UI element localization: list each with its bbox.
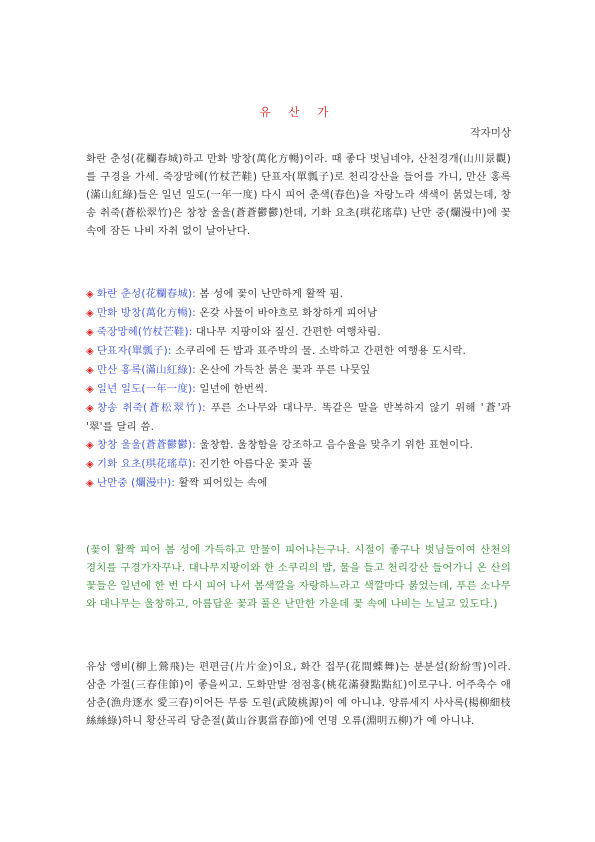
note-description: 대나무 지팡이와 짚신. 간편한 여행차림. [192, 326, 381, 338]
note-description: 일년에 한번씩. [195, 383, 268, 395]
note-description: 온갖 사물이 바야흐로 화창하게 피어남 [195, 307, 378, 319]
note-term: 난만중 (爛漫中): [96, 477, 176, 489]
note-description: 봄 성에 꽃이 난만하게 활짝 핌. [195, 288, 344, 300]
note-term: 죽장망혜(竹杖芒鞋): [96, 326, 193, 338]
note-description: 온산에 가득찬 붉은 꽃과 푸른 나뭇잎 [195, 364, 371, 376]
note-term: 일년 일도(一年一度): [96, 383, 196, 395]
note-item [86, 304, 511, 323]
note-term: 단표자(單瓢子): [96, 345, 172, 357]
author-label: 작자미상 [470, 127, 511, 139]
note-term: 만산 홍록(滿山紅綠): [96, 364, 196, 376]
note-description: 소쿠리에 든 밥과 표주박의 물. 소박하고 간편한 여행용 도시락. [171, 345, 467, 357]
closing-paragraph: 유상 앵비(柳上鶯飛)는 편편금(片片金)이요, 화간 접무(花間蝶舞)는 분분설(紛紛雪)이라. 삼춘 가절(三春佳節)이 좋을씨고. 도화만발 점점홍(桃花滿發點點紅)이로구나. 어주축수 애삼춘(漁舟逐水 愛三春)이어든 무릉 도원(武陵桃源)이 예 아니냐. 양류세지 사사록(楊柳細枝絲絲綠)하니 황산곡리 당춘절(黃山谷裏當春節)에 연명 오류(淵明五柳)가 예 아니냐. [86, 661, 511, 727]
diamond-bullet-icon: ◈ [86, 403, 94, 414]
diamond-bullet-icon: ◈ [86, 327, 94, 338]
translation-paragraph: (꽃이 활짝 피어 봄 성에 가득하고 만물이 피어나는구나. 시절이 좋구나 벗님들이여 산천의 경치를 구경가자꾸나. 대나무지팡이와 한 소쿠리의 밥, 물을 들고 천리강산 들어가니 온 산의 꽃들은 일년에 한 번 다시 피어 나서 봄색깔을 자랑하느라고 색깔마다 붉었는데, 푸른 소나무와 대나무는 울창하고, 아름답운 꽃과 풀은 난만한 가운데 꽃 속에 나비는 노닐고 있도다.) [86, 544, 511, 610]
note-description: 진기한 아름다운 꽃과 풀 [195, 458, 313, 470]
diamond-bullet-icon: ◈ [86, 365, 94, 376]
note-term: 기화 요초(琪花瑤草): [96, 458, 196, 470]
diamond-bullet-icon: ◈ [86, 384, 94, 395]
diamond-bullet-icon: ◈ [86, 308, 94, 319]
note-item [86, 399, 511, 436]
note-term: 만화 방창(萬化方暢): [96, 307, 196, 319]
diamond-bullet-icon: ◈ [86, 289, 94, 300]
note-description: 푸른 소나무와 대나무. 똑같은 말을 반복하지 않기 위해 '蒼'과 '翠'를 달리 씀. [86, 402, 511, 433]
diamond-bullet-icon: ◈ [86, 478, 94, 489]
note-term: 창송 취죽(蒼松翠竹): [96, 402, 206, 414]
note-term: 화란 춘성(花欄春城): [96, 288, 196, 300]
note-item [86, 474, 511, 493]
note-term: 창창 울울(蒼蒼鬱鬱): [96, 439, 196, 451]
note-item [86, 323, 511, 342]
glossary-notes [86, 285, 511, 493]
note-item [86, 342, 511, 361]
note-item [86, 380, 511, 399]
intro-paragraph: 화란 춘성(花欄春城)하고 만화 방창(萬化方暢)이라. 때 좋다 벗님네야, 산천경개(山川景觀)를 구경을 가세. 죽장망혜(竹杖芒鞋) 단표자(單瓢子)로 천리강산을 들어를 가니, 만산 홍록(滿山紅綠)들은 일년 일도(一年一度) 다시 피어 춘색(春色)을 자랑노라 색색이 붉었는데, 창송 취죽(蒼松翠竹)은 창창 울울(蒼蒼鬱鬱)한데, 기화 요초(琪花瑤草) 난만 중(爛漫中)에 꽃 속에 잠든 나비 자취 없이 날아난다. [86, 153, 511, 237]
diamond-bullet-icon: ◈ [86, 346, 94, 357]
diamond-bullet-icon: ◈ [86, 459, 94, 470]
note-description: 활짝 피어있는 속에 [175, 477, 268, 489]
note-item [86, 455, 511, 474]
note-item [86, 436, 511, 455]
document-title: 유 산 가 [259, 105, 336, 119]
note-description: 울창함. 울창함을 강조하고 음수율을 맞추기 위한 표현이다. [195, 439, 474, 451]
diamond-bullet-icon: ◈ [86, 440, 94, 451]
note-item [86, 285, 511, 304]
note-item [86, 361, 511, 380]
